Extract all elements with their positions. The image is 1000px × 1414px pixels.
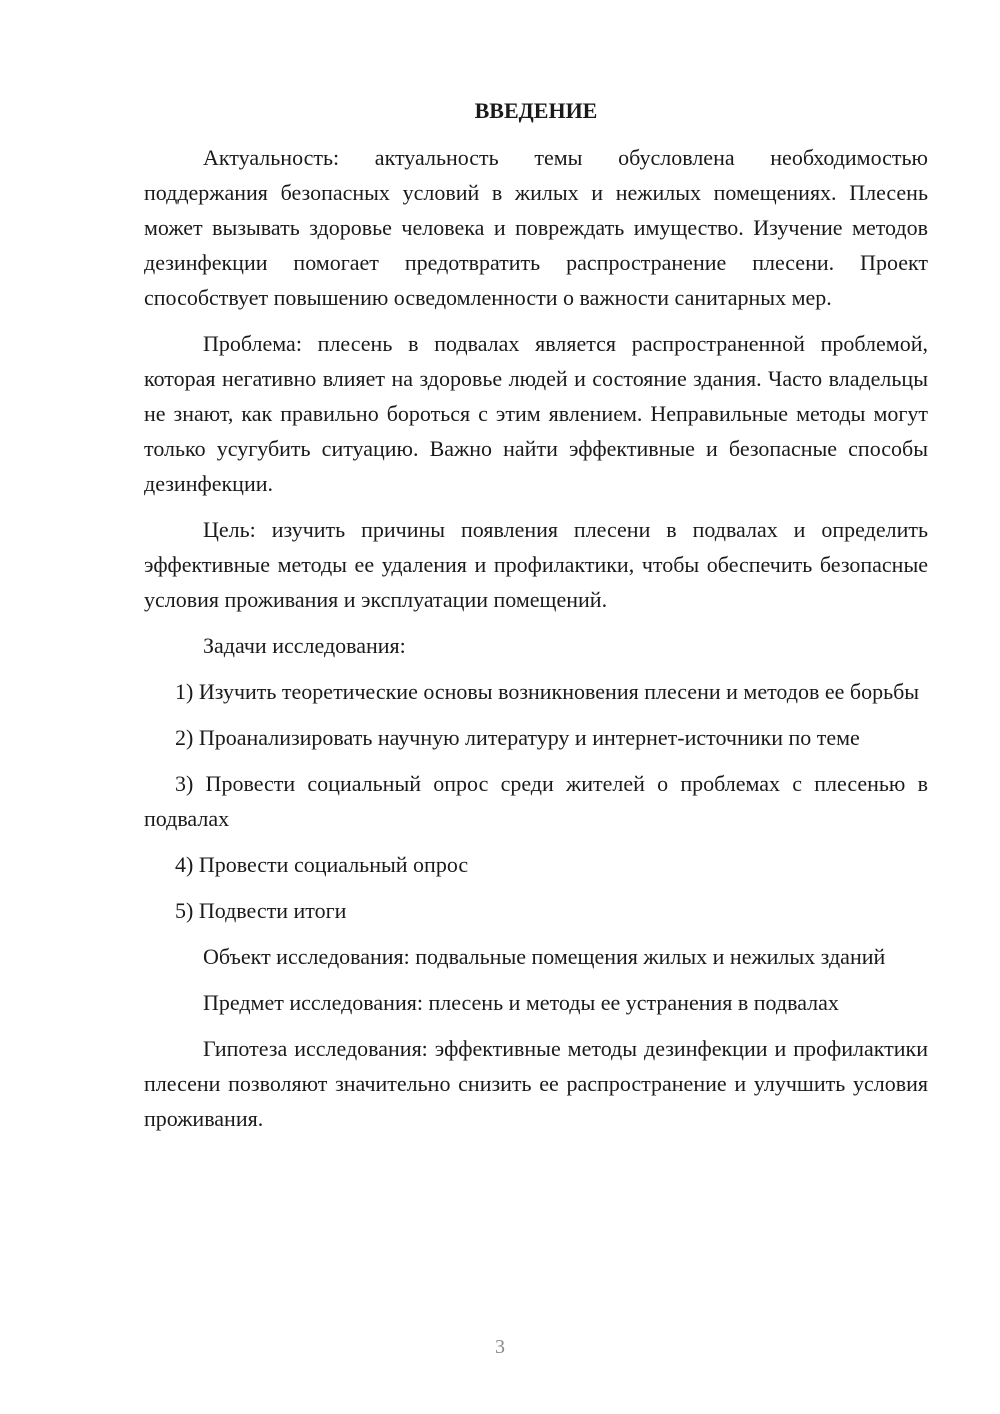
task-item: 4) Провести социальный опрос	[175, 852, 469, 877]
task-item: 3) Провести социальный опрос среди жителей о проблемах с плесенью в подвалах	[144, 771, 928, 831]
page-title: ВВЕДЕНИЕ	[474, 98, 598, 123]
research-hypothesis-paragraph: Гипотеза исследования: эффективные методы дезинфекции и профилактики плесени позволяют значительно снизить ее распространение и улучшить условия проживания.	[144, 1036, 928, 1131]
task-item: 2) Проанализировать научную литературу и интернет-источники по теме	[175, 725, 860, 750]
research-subject-paragraph: Предмет исследования: плесень и методы ее устранения в подвалах	[203, 990, 839, 1015]
task-item: 5) Подвести итоги	[175, 898, 347, 923]
task-item: 1) Изучить теоретические основы возникновения плесени и методов ее борьбы	[175, 679, 920, 704]
problem-paragraph: Проблема: плесень в подвалах является распространенной проблемой, которая негативно влияет на здоровье людей и состояние здания. Часто владельцы не знают, как правильно бороться с этим явлением. Неправильные методы могут только усугубить ситуацию. Важно найти эффективные и безопасные способы дезинфекции.	[144, 331, 928, 496]
page-content	[144, 96, 928, 1147]
page-number: 3	[495, 1336, 505, 1358]
goal-paragraph: Цель: изучить причины появления плесени в подвалах и определить эффективные методы ее удаления и профилактики, чтобы обеспечить безопасные условия проживания и эксплуатации помещений.	[144, 517, 928, 612]
relevance-paragraph: Актуальность: актуальность темы обусловлена необходимостью поддержания безопасных условий в жилых и нежилых помещениях. Плесень может вызывать здоровье человека и повреждать имущество. Изучение методов дезинфекции помогает предотвратить распространение плесени. Проект способствует повышению осведомленности о важности санитарных мер.	[144, 145, 928, 310]
research-object-paragraph: Объект исследования: подвальные помещения жилых и нежилых зданий	[203, 944, 886, 969]
tasks-heading: Задачи исследования:	[203, 633, 406, 658]
